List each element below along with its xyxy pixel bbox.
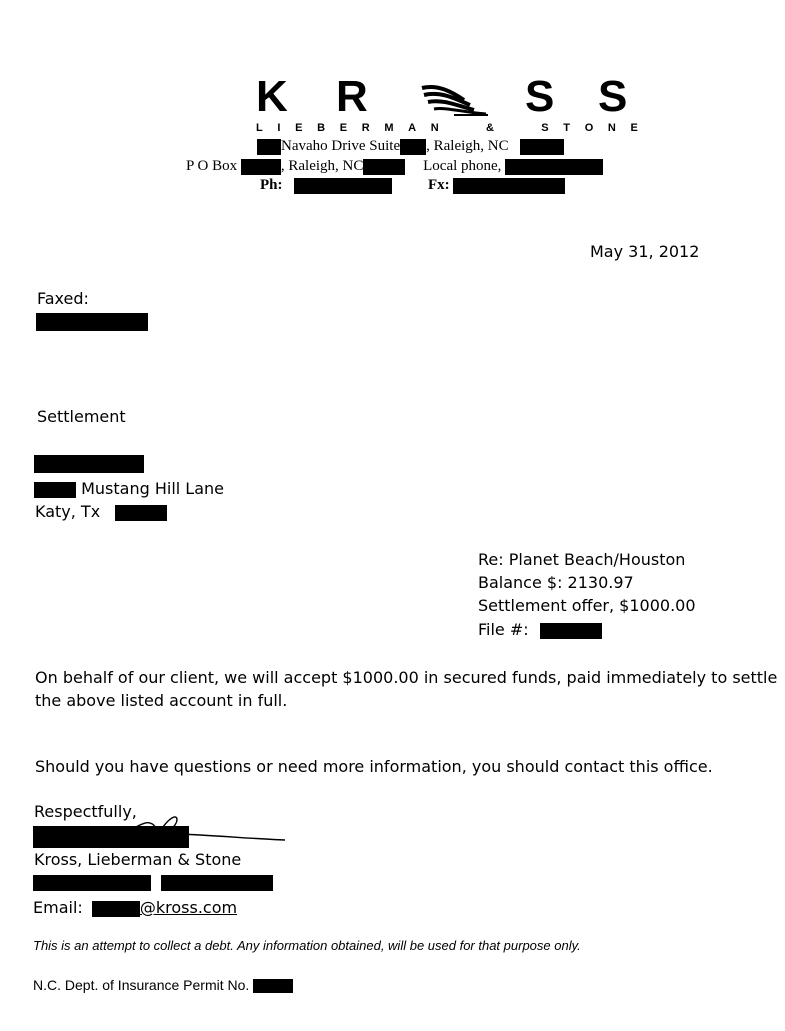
address-line-3 (260, 177, 565, 194)
file-label: File #: (478, 620, 529, 639)
address-city: , Raleigh, NC (280, 158, 364, 174)
insurance-permit (33, 977, 293, 993)
closing-salutation: Respectfully, (34, 802, 137, 821)
subtitle-letter: E (630, 122, 638, 134)
redaction (453, 178, 565, 194)
redaction (505, 159, 603, 175)
redaction (257, 139, 281, 155)
redaction (33, 875, 151, 891)
subtitle-letter: E (339, 122, 348, 134)
closing-email (33, 898, 237, 917)
email-label: Email: (33, 898, 83, 917)
redaction (241, 159, 281, 175)
body-paragraph-1-line-1: On behalf of our client, we will accept $1000.00 in secured funds, paid immediately to settle (35, 668, 778, 687)
redaction (363, 159, 405, 175)
email-domain[interactable]: @kross.com (139, 898, 238, 917)
subtitle-letter: E (295, 122, 303, 134)
redaction (33, 826, 189, 848)
reference-file (478, 620, 602, 639)
subject-line: Settlement (37, 407, 126, 426)
body-paragraph-1-line-2: the above listed account in full. (35, 691, 288, 710)
subtitle-letter: T (563, 122, 571, 134)
redaction (161, 875, 273, 891)
redaction (400, 139, 426, 155)
recipient-city (35, 502, 167, 521)
logo-letter-k: K (256, 72, 290, 121)
redaction (294, 178, 392, 194)
subtitle-letter: & (486, 122, 494, 134)
redaction (115, 505, 167, 521)
address-line-1 (257, 138, 564, 155)
reference-settlement-offer: Settlement offer, $1000.00 (478, 596, 696, 615)
logo-letter-s1: S (525, 72, 557, 121)
redaction (92, 901, 140, 917)
local-phone-label: Local phone, (423, 158, 502, 174)
subtitle-letter: M (384, 122, 394, 134)
fax-label: Fx: (428, 177, 450, 193)
permit-label: N.C. Dept. of Insurance Permit No. (33, 977, 250, 993)
subtitle-letter: I (277, 122, 281, 134)
street-name: Mustang Hill Lane (81, 479, 224, 498)
subtitle-letter: A (408, 122, 417, 134)
subtitle-letter: N (607, 122, 616, 134)
logo-wave-icon (418, 82, 490, 118)
address-city: , Raleigh, NC (426, 138, 509, 154)
subtitle-letter: L (256, 122, 263, 134)
recipient-street (34, 479, 224, 498)
body-paragraph-2: Should you have questions or need more information, you should contact this office. (35, 757, 713, 776)
reference-balance: Balance $: 2130.97 (478, 573, 634, 592)
redaction (34, 482, 76, 498)
redaction (36, 313, 148, 331)
phone-label: Ph: (260, 177, 283, 193)
subtitle-letter: O (584, 122, 594, 134)
address-street: Navaho Drive Suite (281, 138, 401, 154)
redaction (253, 979, 293, 993)
subtitle-letter: N (430, 122, 439, 134)
logo-letter-r: R (336, 72, 370, 121)
logo-subtitle (256, 122, 638, 134)
debt-disclaimer: This is an attempt to collect a debt. Any information obtained, will be used for that purpose only. (33, 938, 581, 953)
closing-firm: Kross, Lieberman & Stone (34, 850, 242, 869)
reference-re: Re: Planet Beach/Houston (478, 550, 686, 569)
subtitle-letter: B (317, 122, 326, 134)
subtitle-letter: R (361, 122, 370, 134)
redaction (540, 623, 602, 639)
faxed-label: Faxed: (37, 289, 89, 308)
redaction (34, 455, 144, 473)
po-box-label: P O Box (186, 158, 238, 174)
city-name: Katy, Tx (35, 502, 101, 521)
letter-date: May 31, 2012 (590, 242, 700, 261)
logo-letter-s2: S (598, 72, 630, 121)
subtitle-letter: S (541, 122, 549, 134)
address-line-2 (186, 158, 603, 175)
redaction (520, 139, 564, 155)
